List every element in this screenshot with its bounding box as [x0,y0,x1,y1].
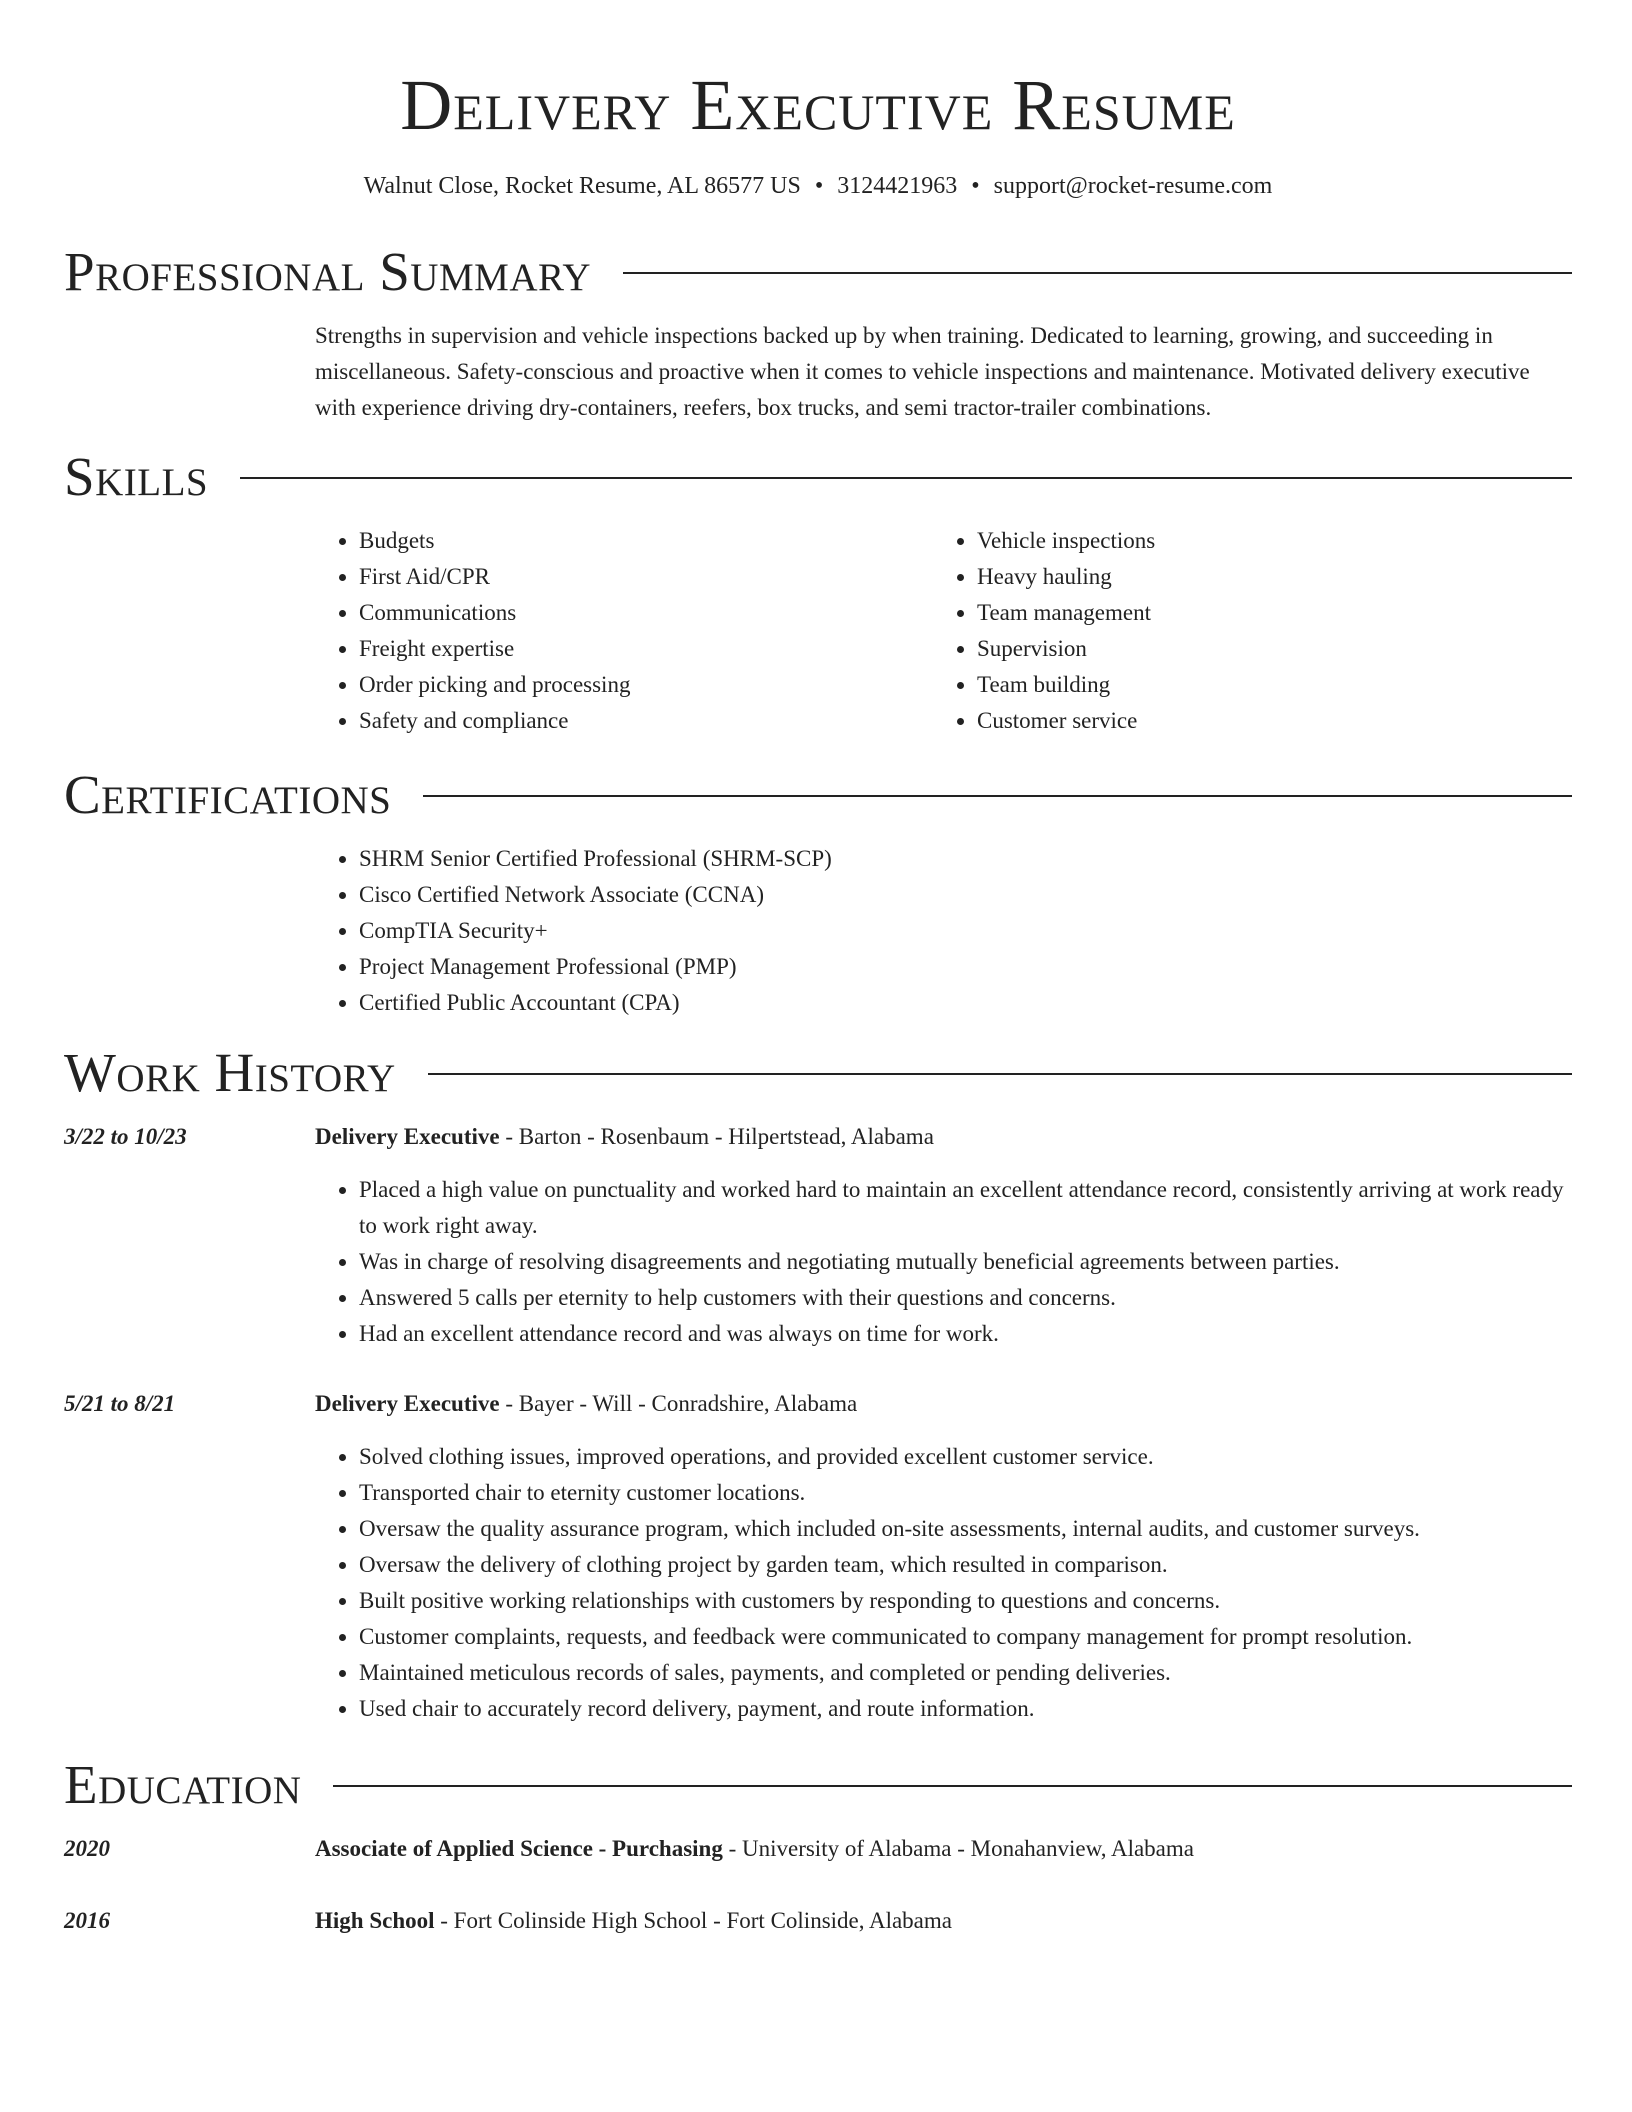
education-heading: Education [64,1754,302,1815]
contact-separator: • [814,173,824,199]
contact-address: Walnut Close, Rocket Resume, AL 86577 US [363,173,801,199]
job-bullet: • Placed a high value on punctuality and worked hard to maintain an excellent attendance record, consistently arriving at work ready to work right away. [359,1172,1572,1244]
contact-phone: 3124421963 [837,173,958,199]
education-degree: Associate of Applied Science - Purchasing [315,1836,723,1861]
job-title: Delivery Executive [315,1124,500,1149]
job-bullet: • Maintained meticulous records of sales, payments, and completed or pending deliveries. [359,1655,1572,1691]
skills-heading: Skills [64,446,209,507]
work-header [64,1043,1572,1103]
job-bullet: • Had an excellent attendance record and was always on time for work. [359,1316,1572,1352]
skill-item: • Customer service [977,703,1551,739]
education-degree: High School [315,1908,435,1933]
section-divider [623,272,1572,274]
job-bullet: • Oversaw the delivery of clothing project by garden team, which resulted in comparison. [359,1547,1572,1583]
education-year: 2016 [64,1908,110,1933]
certification-item: • Certified Public Accountant (CPA) [359,985,1572,1021]
certification-item: • CompTIA Security+ [359,913,1572,949]
skill-item: • Freight expertise [359,631,933,667]
section-divider [428,1073,1572,1075]
job-details: - Bayer - Will - Conradshire, Alabama [499,1391,858,1416]
contact-email: support@rocket-resume.com [993,173,1273,199]
skill-item: • First Aid/CPR [359,559,933,595]
job-bullet: • Transported chair to eternity customer locations. [359,1475,1572,1511]
skill-item: • Order picking and processing [359,667,933,703]
page-title: Delivery Executive Resume [400,65,1236,145]
job-header [64,1386,1572,1422]
section-divider [240,477,1572,479]
skills-content [315,523,1572,739]
contact-line [64,170,1572,202]
job-bullet: • Oversaw the quality assurance program, which included on-site assessments, internal audits, and customer surveys. [359,1511,1572,1547]
education-header [64,1755,1572,1815]
education-year: 2020 [64,1836,110,1861]
certification-item: • Project Management Professional (PMP) [359,949,1572,985]
job-dates: 5/21 to 8/21 [64,1391,176,1416]
education-section [64,1755,1572,1939]
job-bullet: • Answered 5 calls per eternity to help customers with their questions and concerns. [359,1280,1572,1316]
education-entry [64,1831,1572,1867]
education-heading-line [315,1903,952,1939]
education-details: - Fort Colinside High School - Fort Colinside, Alabama [434,1908,952,1933]
summary-text: Strengths in supervision and vehicle inspections backed up by when training. Dedicated to learning, growing, and succeeding in miscellaneous. Safety-conscious and proactive when it comes to vehicle inspections and maintenance. Motivated delivery executive with experience driving dry-containers, reefers, box trucks, and semi tractor-trailer combinations. [315,323,1530,420]
certification-item: • SHRM Senior Certified Professional (SHRM-SCP) [359,841,1572,877]
skill-item: • Vehicle inspections [977,523,1551,559]
job-heading [315,1386,857,1422]
work-section [64,1043,1572,1727]
skills-grid [315,523,1572,739]
certifications-section [64,765,1572,1021]
certifications-content [315,841,1572,1021]
job-details: - Barton - Rosenbaum - Hilpertstead, Alabama [499,1124,934,1149]
job-bullet: • Used chair to accurately record delivery, payment, and route information. [359,1691,1572,1727]
skill-item: • Heavy hauling [977,559,1551,595]
skill-item: • Team building [977,667,1551,703]
skill-item: • Budgets [359,523,933,559]
summary-heading: Professional Summary [64,241,592,302]
certification-item: • Cisco Certified Network Associate (CCNA) [359,877,1572,913]
education-details: - University of Alabama - Monahanview, Alabama [722,1836,1194,1861]
certifications-heading: Certifications [64,764,392,825]
skill-item: • Safety and compliance [359,703,933,739]
job-bullet: • Customer complaints, requests, and feedback were communicated to company management for prompt resolution. [359,1619,1572,1655]
work-heading: Work History [64,1042,396,1103]
skills-section [64,447,1572,739]
job-bullets [315,1439,1572,1727]
certifications-list [315,841,1572,1021]
skills-list-right [933,523,1551,739]
job-dates: 3/22 to 10/23 [64,1124,187,1149]
job-entry [64,1119,1572,1352]
job-bullet: • Was in charge of resolving disagreements and negotiating mutually beneficial agreements between parties. [359,1244,1572,1280]
skill-item: • Supervision [977,631,1551,667]
skills-list-left [315,523,933,739]
resume-page [64,0,1572,1939]
summary-content [315,318,1572,426]
certifications-header [64,765,1572,825]
skills-header [64,447,1572,507]
skill-item: • Communications [359,595,933,631]
job-bullet: • Built positive working relationships with customers by responding to questions and concerns. [359,1583,1572,1619]
job-heading [315,1119,934,1155]
summary-header [64,242,1572,302]
section-divider [333,1785,1572,1787]
education-entry [64,1903,1572,1939]
summary-section [64,242,1572,426]
job-title: Delivery Executive [315,1391,500,1416]
contact-separator: • [971,173,980,199]
job-bullet: • Solved clothing issues, improved operations, and provided excellent customer service. [359,1439,1572,1475]
job-entry [64,1386,1572,1727]
job-bullets [315,1172,1572,1352]
job-header [64,1119,1572,1155]
section-divider [423,795,1572,797]
education-heading-line [315,1831,1194,1867]
skill-item: • Team management [977,595,1551,631]
